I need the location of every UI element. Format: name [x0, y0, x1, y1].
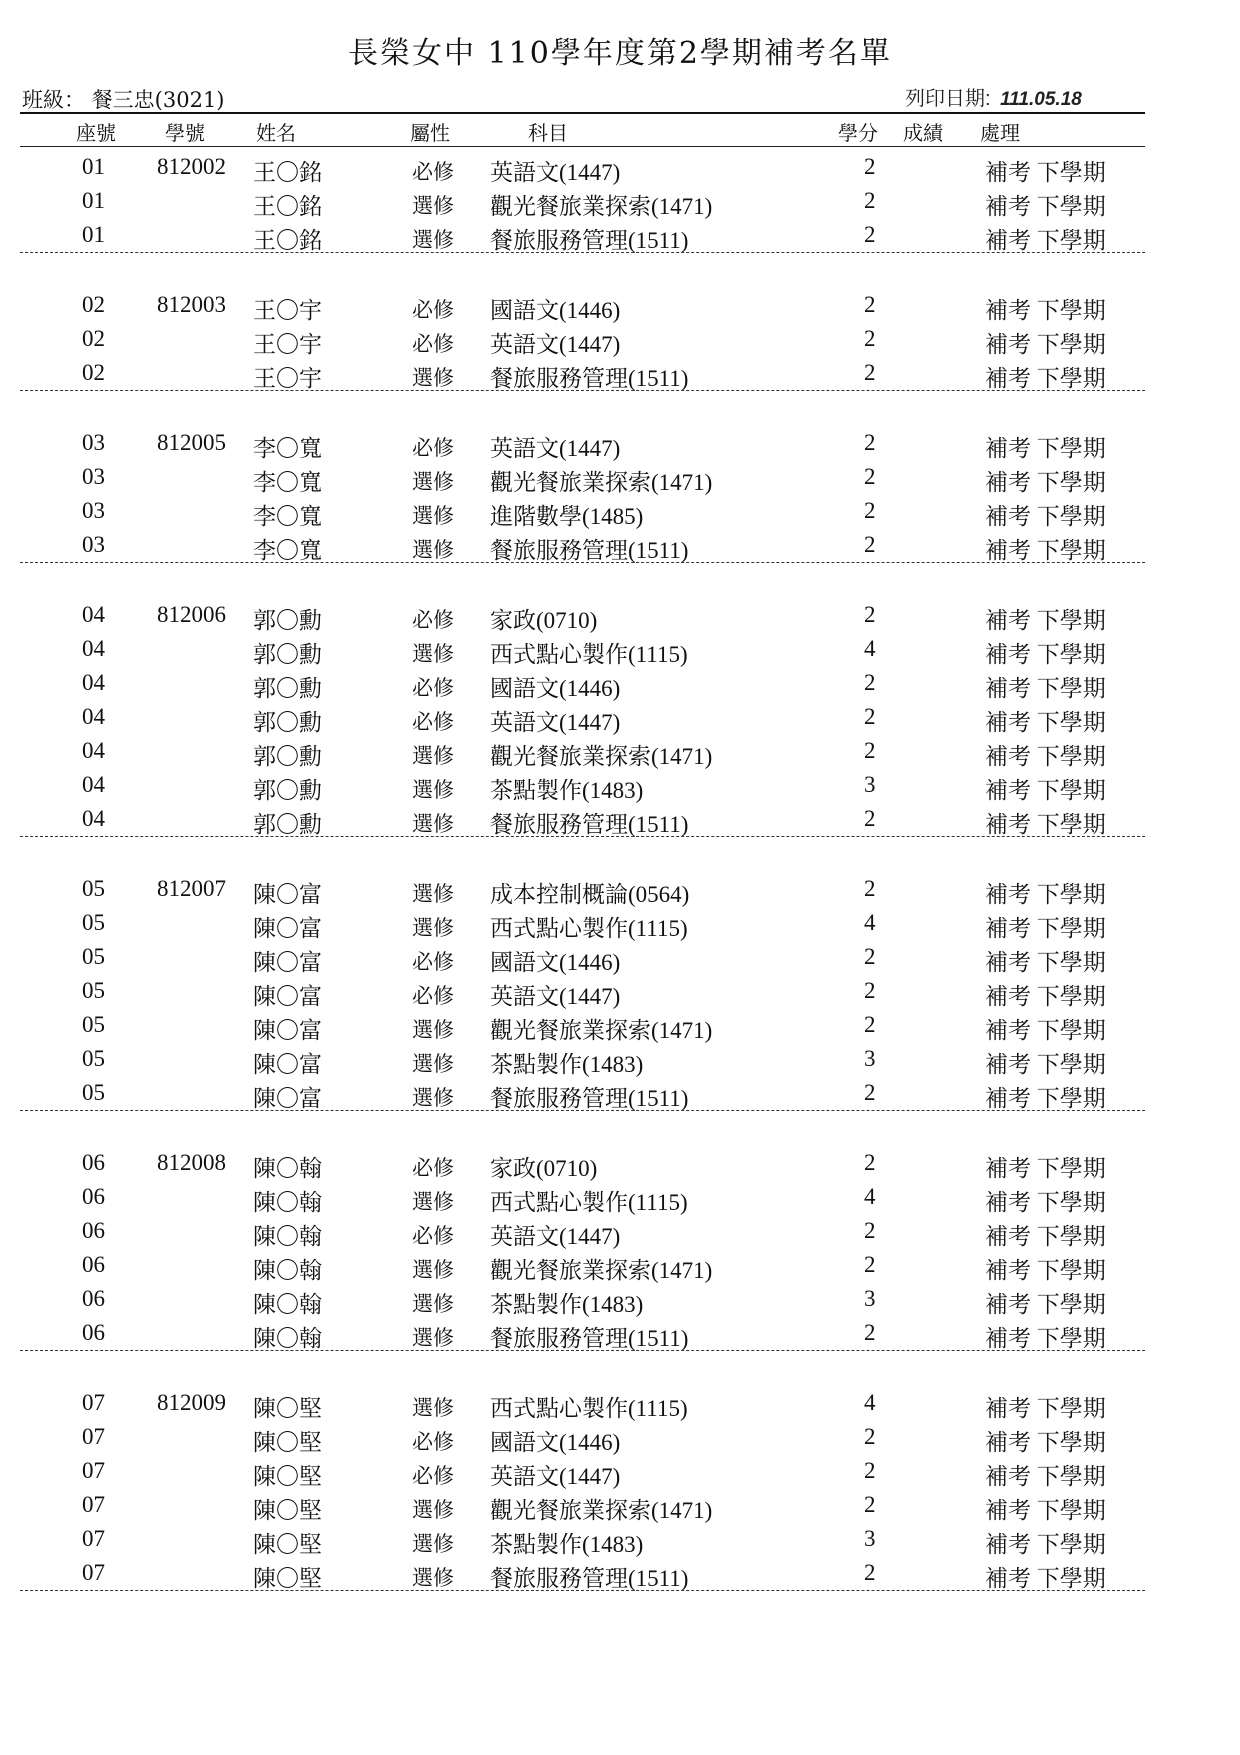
process-status: 補考 下學期	[985, 812, 1106, 837]
seat-number: 05	[82, 944, 105, 969]
credit-value: 2	[864, 222, 876, 247]
student-name: 李〇寬	[253, 538, 322, 563]
table-row	[0, 1042, 1240, 1076]
table-row	[0, 1556, 1240, 1590]
credit-value: 3	[864, 1046, 876, 1071]
student-name: 郭〇勳	[253, 744, 322, 769]
student-name: 李〇寬	[253, 436, 322, 461]
seat-number: 04	[82, 806, 105, 831]
credit-value: 2	[864, 1252, 876, 1277]
seat-number: 05	[82, 978, 105, 1003]
table-row	[0, 1076, 1240, 1110]
student-group	[0, 150, 1240, 288]
seat-number: 07	[82, 1458, 105, 1483]
student-group	[0, 1146, 1240, 1386]
table-row	[0, 598, 1240, 632]
group-separator	[0, 1590, 1240, 1626]
subject-name: 餐旅服務管理(1511)	[490, 1326, 689, 1351]
course-attribute: 選修	[412, 228, 454, 252]
subject-name: 餐旅服務管理(1511)	[490, 1566, 689, 1591]
seat-number: 07	[82, 1526, 105, 1551]
print-date-value: 111.05.18	[1000, 89, 1082, 110]
subject-name: 觀光餐旅業探索(1471)	[490, 1258, 713, 1283]
student-name: 陳〇堅	[253, 1498, 322, 1523]
process-status: 補考 下學期	[985, 1532, 1106, 1557]
course-attribute: 必修	[412, 436, 454, 460]
credit-value: 2	[864, 806, 876, 831]
student-name: 陳〇翰	[253, 1292, 322, 1317]
table-row	[0, 1420, 1240, 1454]
group-separator	[0, 1350, 1240, 1386]
subject-name: 英語文(1447)	[490, 984, 621, 1009]
table-row	[0, 1180, 1240, 1214]
subject-name: 餐旅服務管理(1511)	[490, 228, 689, 253]
course-attribute: 選修	[412, 1396, 454, 1420]
course-attribute: 選修	[412, 194, 454, 218]
course-attribute: 必修	[412, 298, 454, 322]
process-status: 補考 下學期	[985, 470, 1106, 495]
student-name: 李〇寬	[253, 470, 322, 495]
student-name: 陳〇翰	[253, 1258, 322, 1283]
student-name: 王〇銘	[253, 194, 322, 219]
group-separator	[0, 252, 1240, 288]
subject-name: 觀光餐旅業探索(1471)	[490, 1018, 713, 1043]
process-status: 補考 下學期	[985, 1156, 1106, 1181]
subject-name: 國語文(1446)	[490, 676, 621, 701]
student-name: 郭〇勳	[253, 710, 322, 735]
table-header	[0, 117, 1240, 147]
process-status: 補考 下學期	[985, 436, 1106, 461]
header-student-id: 學號	[165, 121, 205, 145]
table-row	[0, 1488, 1240, 1522]
credit-value: 2	[864, 1320, 876, 1345]
seat-number: 02	[82, 360, 105, 385]
seat-number: 06	[82, 1286, 105, 1311]
course-attribute: 選修	[412, 812, 454, 836]
dashed-divider	[20, 562, 1145, 563]
table-row	[0, 802, 1240, 836]
seat-number: 04	[82, 636, 105, 661]
credit-value: 2	[864, 532, 876, 557]
dashed-divider	[20, 390, 1145, 391]
seat-number: 04	[82, 772, 105, 797]
header-bottom-rule	[20, 146, 1145, 147]
process-status: 補考 下學期	[985, 504, 1106, 529]
process-status: 補考 下學期	[985, 160, 1106, 185]
course-attribute: 選修	[412, 1498, 454, 1522]
table-row	[0, 494, 1240, 528]
process-status: 補考 下學期	[985, 778, 1106, 803]
seat-number: 01	[82, 222, 105, 247]
process-status: 補考 下學期	[985, 1498, 1106, 1523]
group-separator	[0, 562, 1240, 598]
group-separator	[0, 836, 1240, 872]
credit-value: 2	[864, 670, 876, 695]
student-name: 陳〇富	[253, 916, 322, 941]
process-status: 補考 下學期	[985, 1086, 1106, 1111]
subject-name: 觀光餐旅業探索(1471)	[490, 194, 713, 219]
table-body	[0, 150, 1240, 1626]
course-attribute: 選修	[412, 642, 454, 666]
subject-name: 國語文(1446)	[490, 1430, 621, 1455]
student-name: 李〇寬	[253, 504, 322, 529]
course-attribute: 選修	[412, 1052, 454, 1076]
process-status: 補考 下學期	[985, 366, 1106, 391]
course-attribute: 必修	[412, 1224, 454, 1248]
process-status: 補考 下學期	[985, 1326, 1106, 1351]
credit-value: 2	[864, 1080, 876, 1105]
table-row	[0, 974, 1240, 1008]
header-attribute: 屬性	[410, 121, 450, 145]
table-row	[0, 872, 1240, 906]
subject-name: 英語文(1447)	[490, 160, 621, 185]
credit-value: 2	[864, 876, 876, 901]
table-row	[0, 1386, 1240, 1420]
course-attribute: 選修	[412, 1326, 454, 1350]
course-attribute: 必修	[412, 332, 454, 356]
seat-number: 06	[82, 1150, 105, 1175]
document-title: 長榮女中 110學年度第2學期補考名單	[348, 36, 892, 71]
print-date	[905, 82, 1082, 111]
student-group	[0, 598, 1240, 872]
student-name: 王〇宇	[253, 298, 322, 323]
subject-name: 茶點製作(1483)	[490, 1052, 644, 1077]
course-attribute: 選修	[412, 1018, 454, 1042]
print-date-label: 列印日期:	[905, 88, 991, 110]
credit-value: 4	[864, 1184, 876, 1209]
seat-number: 07	[82, 1424, 105, 1449]
course-attribute: 選修	[412, 744, 454, 768]
credit-value: 2	[864, 1218, 876, 1243]
course-attribute: 選修	[412, 1190, 454, 1214]
seat-number: 04	[82, 670, 105, 695]
course-attribute: 必修	[412, 608, 454, 632]
process-status: 補考 下學期	[985, 1052, 1106, 1077]
credit-value: 2	[864, 188, 876, 213]
dashed-divider	[20, 1350, 1145, 1351]
credit-value: 2	[864, 1012, 876, 1037]
process-status: 補考 下學期	[985, 1292, 1106, 1317]
subject-name: 西式點心製作(1115)	[490, 916, 688, 941]
process-status: 補考 下學期	[985, 676, 1106, 701]
credit-value: 2	[864, 1424, 876, 1449]
table-row	[0, 426, 1240, 460]
subject-name: 成本控制概論(0564)	[490, 882, 690, 907]
table-row	[0, 460, 1240, 494]
credit-value: 2	[864, 326, 876, 351]
process-status: 補考 下學期	[985, 538, 1106, 563]
subject-name: 餐旅服務管理(1511)	[490, 1086, 689, 1111]
subject-name: 餐旅服務管理(1511)	[490, 366, 689, 391]
subject-name: 茶點製作(1483)	[490, 1532, 644, 1557]
process-status: 補考 下學期	[985, 1430, 1106, 1455]
student-name: 陳〇富	[253, 984, 322, 1009]
process-status: 補考 下學期	[985, 608, 1106, 633]
credit-value: 2	[864, 602, 876, 627]
credit-value: 2	[864, 1560, 876, 1585]
student-name: 陳〇富	[253, 1086, 322, 1111]
student-name: 陳〇翰	[253, 1224, 322, 1249]
course-attribute: 選修	[412, 778, 454, 802]
credit-value: 4	[864, 1390, 876, 1415]
table-row	[0, 1282, 1240, 1316]
subject-name: 國語文(1446)	[490, 950, 621, 975]
seat-number: 01	[82, 188, 105, 213]
credit-value: 3	[864, 772, 876, 797]
process-status: 補考 下學期	[985, 1190, 1106, 1215]
course-attribute: 選修	[412, 504, 454, 528]
table-row	[0, 322, 1240, 356]
table-row	[0, 1316, 1240, 1350]
credit-value: 2	[864, 292, 876, 317]
course-attribute: 選修	[412, 366, 454, 390]
credit-value: 3	[864, 1286, 876, 1311]
process-status: 補考 下學期	[985, 1464, 1106, 1489]
student-group	[0, 1386, 1240, 1626]
subject-name: 茶點製作(1483)	[490, 778, 644, 803]
student-id: 812003	[157, 292, 226, 317]
credit-value: 2	[864, 1492, 876, 1517]
student-id: 812007	[157, 876, 226, 901]
dashed-divider	[20, 1110, 1145, 1111]
student-name: 陳〇富	[253, 950, 322, 975]
subject-name: 英語文(1447)	[490, 710, 621, 735]
dashed-divider	[20, 1590, 1145, 1591]
process-status: 補考 下學期	[985, 1396, 1106, 1421]
process-status: 補考 下學期	[985, 228, 1106, 253]
seat-number: 07	[82, 1390, 105, 1415]
student-name: 王〇宇	[253, 332, 322, 357]
subject-name: 西式點心製作(1115)	[490, 642, 688, 667]
table-row	[0, 1522, 1240, 1556]
credit-value: 4	[864, 910, 876, 935]
table-row	[0, 356, 1240, 390]
course-attribute: 必修	[412, 676, 454, 700]
student-name: 郭〇勳	[253, 812, 322, 837]
subject-name: 茶點製作(1483)	[490, 1292, 644, 1317]
student-name: 郭〇勳	[253, 642, 322, 667]
seat-number: 06	[82, 1252, 105, 1277]
student-id: 812002	[157, 154, 226, 179]
process-status: 補考 下學期	[985, 298, 1106, 323]
process-status: 補考 下學期	[985, 950, 1106, 975]
seat-number: 06	[82, 1320, 105, 1345]
table-row	[0, 1146, 1240, 1180]
table-row	[0, 734, 1240, 768]
subject-name: 英語文(1447)	[490, 436, 621, 461]
course-attribute: 選修	[412, 1258, 454, 1282]
process-status: 補考 下學期	[985, 1258, 1106, 1283]
seat-number: 06	[82, 1218, 105, 1243]
credit-value: 2	[864, 1150, 876, 1175]
course-attribute: 必修	[412, 1430, 454, 1454]
course-attribute: 選修	[412, 538, 454, 562]
student-id: 812006	[157, 602, 226, 627]
header-process: 處理	[980, 121, 1020, 145]
student-group	[0, 426, 1240, 598]
student-name: 陳〇富	[253, 1018, 322, 1043]
table-row	[0, 1008, 1240, 1042]
seat-number: 03	[82, 430, 105, 455]
seat-number: 05	[82, 1012, 105, 1037]
header-top-rule	[20, 112, 1145, 114]
course-attribute: 選修	[412, 1086, 454, 1110]
table-row	[0, 940, 1240, 974]
seat-number: 04	[82, 738, 105, 763]
student-name: 郭〇勳	[253, 608, 322, 633]
subject-name: 家政(0710)	[490, 1156, 598, 1181]
process-status: 補考 下學期	[985, 984, 1106, 1009]
process-status: 補考 下學期	[985, 882, 1106, 907]
class-label: 班級： 餐三忠(3021)	[22, 88, 225, 112]
student-name: 陳〇翰	[253, 1326, 322, 1351]
table-row	[0, 288, 1240, 322]
student-name: 陳〇富	[253, 1052, 322, 1077]
credit-value: 4	[864, 636, 876, 661]
header-credit: 學分	[838, 121, 878, 145]
subject-name: 觀光餐旅業探索(1471)	[490, 470, 713, 495]
student-name: 陳〇堅	[253, 1396, 322, 1421]
seat-number: 05	[82, 1046, 105, 1071]
seat-number: 03	[82, 498, 105, 523]
credit-value: 2	[864, 498, 876, 523]
credit-value: 2	[864, 464, 876, 489]
course-attribute: 選修	[412, 1532, 454, 1556]
subject-name: 英語文(1447)	[490, 1224, 621, 1249]
credit-value: 2	[864, 978, 876, 1003]
table-row	[0, 666, 1240, 700]
credit-value: 2	[864, 1458, 876, 1483]
student-group	[0, 872, 1240, 1146]
course-attribute: 必修	[412, 710, 454, 734]
table-row	[0, 1454, 1240, 1488]
process-status: 補考 下學期	[985, 1224, 1106, 1249]
course-attribute: 必修	[412, 984, 454, 1008]
seat-number: 05	[82, 910, 105, 935]
student-name: 陳〇堅	[253, 1464, 322, 1489]
student-name: 陳〇富	[253, 882, 322, 907]
seat-number: 01	[82, 154, 105, 179]
course-attribute: 必修	[412, 1464, 454, 1488]
header-subject: 科目	[528, 121, 568, 145]
student-name: 陳〇翰	[253, 1156, 322, 1181]
subject-name: 餐旅服務管理(1511)	[490, 812, 689, 837]
process-status: 補考 下學期	[985, 332, 1106, 357]
subject-name: 家政(0710)	[490, 608, 598, 633]
course-attribute: 選修	[412, 1292, 454, 1316]
student-name: 王〇銘	[253, 228, 322, 253]
process-status: 補考 下學期	[985, 1566, 1106, 1591]
seat-number: 04	[82, 704, 105, 729]
student-group	[0, 288, 1240, 426]
seat-number: 03	[82, 464, 105, 489]
process-status: 補考 下學期	[985, 1018, 1106, 1043]
student-name: 王〇宇	[253, 366, 322, 391]
subject-name: 國語文(1446)	[490, 298, 621, 323]
credit-value: 2	[864, 704, 876, 729]
table-row	[0, 906, 1240, 940]
subject-name: 西式點心製作(1115)	[490, 1190, 688, 1215]
subject-name: 英語文(1447)	[490, 332, 621, 357]
seat-number: 06	[82, 1184, 105, 1209]
subject-name: 觀光餐旅業探索(1471)	[490, 1498, 713, 1523]
course-attribute: 必修	[412, 1156, 454, 1180]
subject-name: 英語文(1447)	[490, 1464, 621, 1489]
student-name: 郭〇勳	[253, 778, 322, 803]
student-name: 陳〇堅	[253, 1566, 322, 1591]
seat-number: 05	[82, 1080, 105, 1105]
table-row	[0, 700, 1240, 734]
course-attribute: 選修	[412, 882, 454, 906]
student-name: 王〇銘	[253, 160, 322, 185]
subject-name: 西式點心製作(1115)	[490, 1396, 688, 1421]
student-name: 郭〇勳	[253, 676, 322, 701]
subject-name: 餐旅服務管理(1511)	[490, 538, 689, 563]
process-status: 補考 下學期	[985, 642, 1106, 667]
credit-value: 2	[864, 154, 876, 179]
subject-name: 進階數學(1485)	[490, 504, 644, 529]
credit-value: 2	[864, 430, 876, 455]
group-separator	[0, 390, 1240, 426]
seat-number: 03	[82, 532, 105, 557]
course-attribute: 選修	[412, 1566, 454, 1590]
course-attribute: 選修	[412, 470, 454, 494]
process-status: 補考 下學期	[985, 194, 1106, 219]
table-row	[0, 1248, 1240, 1282]
student-name: 陳〇堅	[253, 1532, 322, 1557]
table-row	[0, 218, 1240, 252]
process-status: 補考 下學期	[985, 916, 1106, 941]
student-id: 812008	[157, 1150, 226, 1175]
credit-value: 2	[864, 944, 876, 969]
table-row	[0, 1214, 1240, 1248]
course-attribute: 選修	[412, 916, 454, 940]
subject-name: 觀光餐旅業探索(1471)	[490, 744, 713, 769]
dashed-divider	[20, 836, 1145, 837]
seat-number: 05	[82, 876, 105, 901]
student-name: 陳〇翰	[253, 1190, 322, 1215]
header-grade: 成績	[903, 121, 943, 145]
header-seat: 座號	[76, 121, 116, 145]
credit-value: 3	[864, 1526, 876, 1551]
credit-value: 2	[864, 360, 876, 385]
header-name: 姓名	[256, 121, 296, 145]
process-status: 補考 下學期	[985, 710, 1106, 735]
seat-number: 02	[82, 292, 105, 317]
table-row	[0, 768, 1240, 802]
course-attribute: 必修	[412, 160, 454, 184]
seat-number: 07	[82, 1492, 105, 1517]
table-row	[0, 184, 1240, 218]
student-id: 812009	[157, 1390, 226, 1415]
seat-number: 07	[82, 1560, 105, 1585]
process-status: 補考 下學期	[985, 744, 1106, 769]
table-row	[0, 150, 1240, 184]
table-row	[0, 632, 1240, 666]
student-name: 陳〇堅	[253, 1430, 322, 1455]
seat-number: 04	[82, 602, 105, 627]
seat-number: 02	[82, 326, 105, 351]
course-attribute: 必修	[412, 950, 454, 974]
student-id: 812005	[157, 430, 226, 455]
dashed-divider	[20, 252, 1145, 253]
credit-value: 2	[864, 738, 876, 763]
table-row	[0, 528, 1240, 562]
group-separator	[0, 1110, 1240, 1146]
